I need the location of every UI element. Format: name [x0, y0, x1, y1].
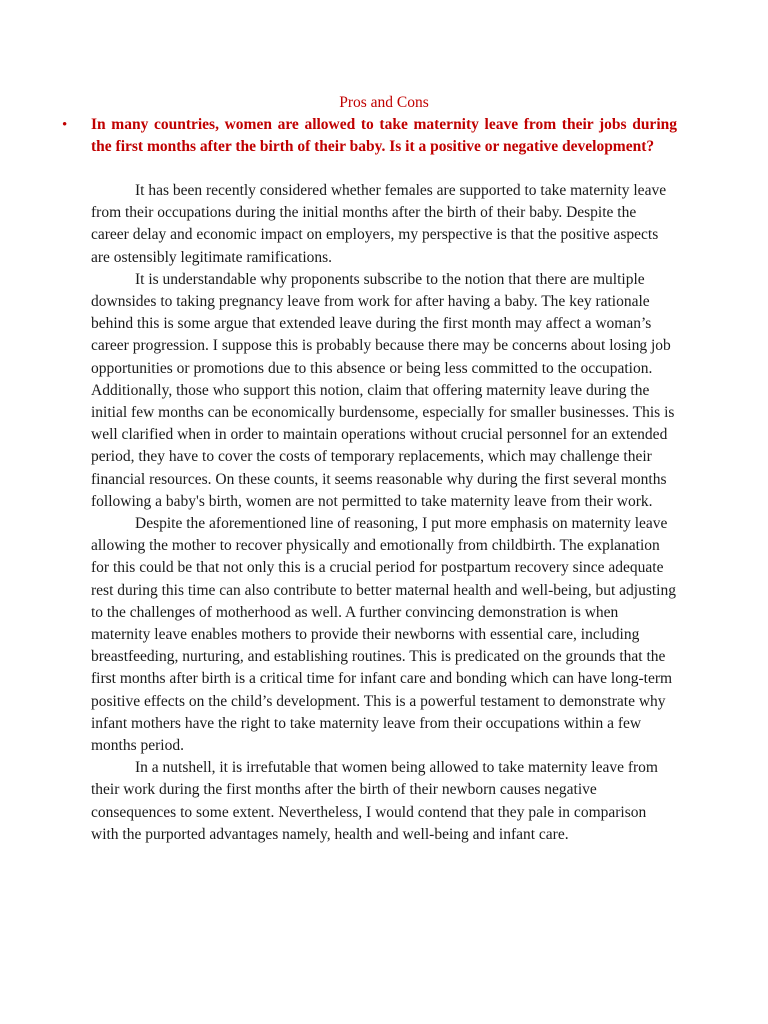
- essay-question: In many countries, women are allowed to take maternity leave from their jobs during the first months after the birth of their baby. Is it a positive or negative development?: [91, 116, 677, 156]
- bullet-icon: •: [62, 117, 68, 133]
- document-title: Pros and Cons: [339, 94, 429, 111]
- essay-question-item: [62, 114, 677, 158]
- essay-body: [91, 180, 677, 846]
- paragraph-negatives: It is understandable why proponents subscribe to the notion that there are multiple downsides to taking pregnancy leave from work for after having a baby. The key rationale behind this is some argue that extended leave during the first month may affect a woman’s career progression. I suppose this is probably because there may be concerns about losing job opportunities or promotions due to this absence or being less committed to the occupation. Additionally, those who support this notion, claim that offering maternity leave during the initial few months can be economically burdensome, especially for smaller businesses. This is well clarified when in order to maintain operations without crucial personnel for an extended period, they have to cover the costs of temporary replacements, which may challenge their financial resources. On these counts, it seems reasonable why during the first several months following a baby's birth, women are not permitted to take maternity leave from their work.: [91, 270, 675, 510]
- paragraph-introduction: It has been recently considered whether females are supported to take maternity leave from their occupations during the initial months after the birth of their baby. Despite the career delay and economic impact on employers, my perspective is that the positive aspects are ostensibly legitimate ramifications.: [91, 182, 667, 266]
- paragraph-conclusion: In a nutshell, it is irrefutable that women being allowed to take maternity leave from their work during the first months after the birth of their newborn causes negative consequences to some extent. Nevertheless, I would contend that they pale in comparison with the purported advantages namely, health and well-being and infant care.: [91, 759, 658, 843]
- paragraph-positives: Despite the aforementioned line of reasoning, I put more emphasis on maternity leave allowing the mother to recover physically and emotionally from childbirth. The explanation for this could be that not only this is a crucial period for postpartum recovery since adequate rest during this time can also contribute to better maternal health and well-being, but adjusting to the challenges of motherhood as well. A further convincing demonstration is when maternity leave enables mothers to provide their newborns with essential care, including breastfeeding, nurturing, and establishing routines. This is predicated on the grounds that the first months after birth is a critical time for infant care and bonding which can have long-term positive effects on the child’s development. This is a powerful testament to demonstrate why infant mothers have the right to take maternity leave from their occupations within a few months period.: [91, 515, 676, 755]
